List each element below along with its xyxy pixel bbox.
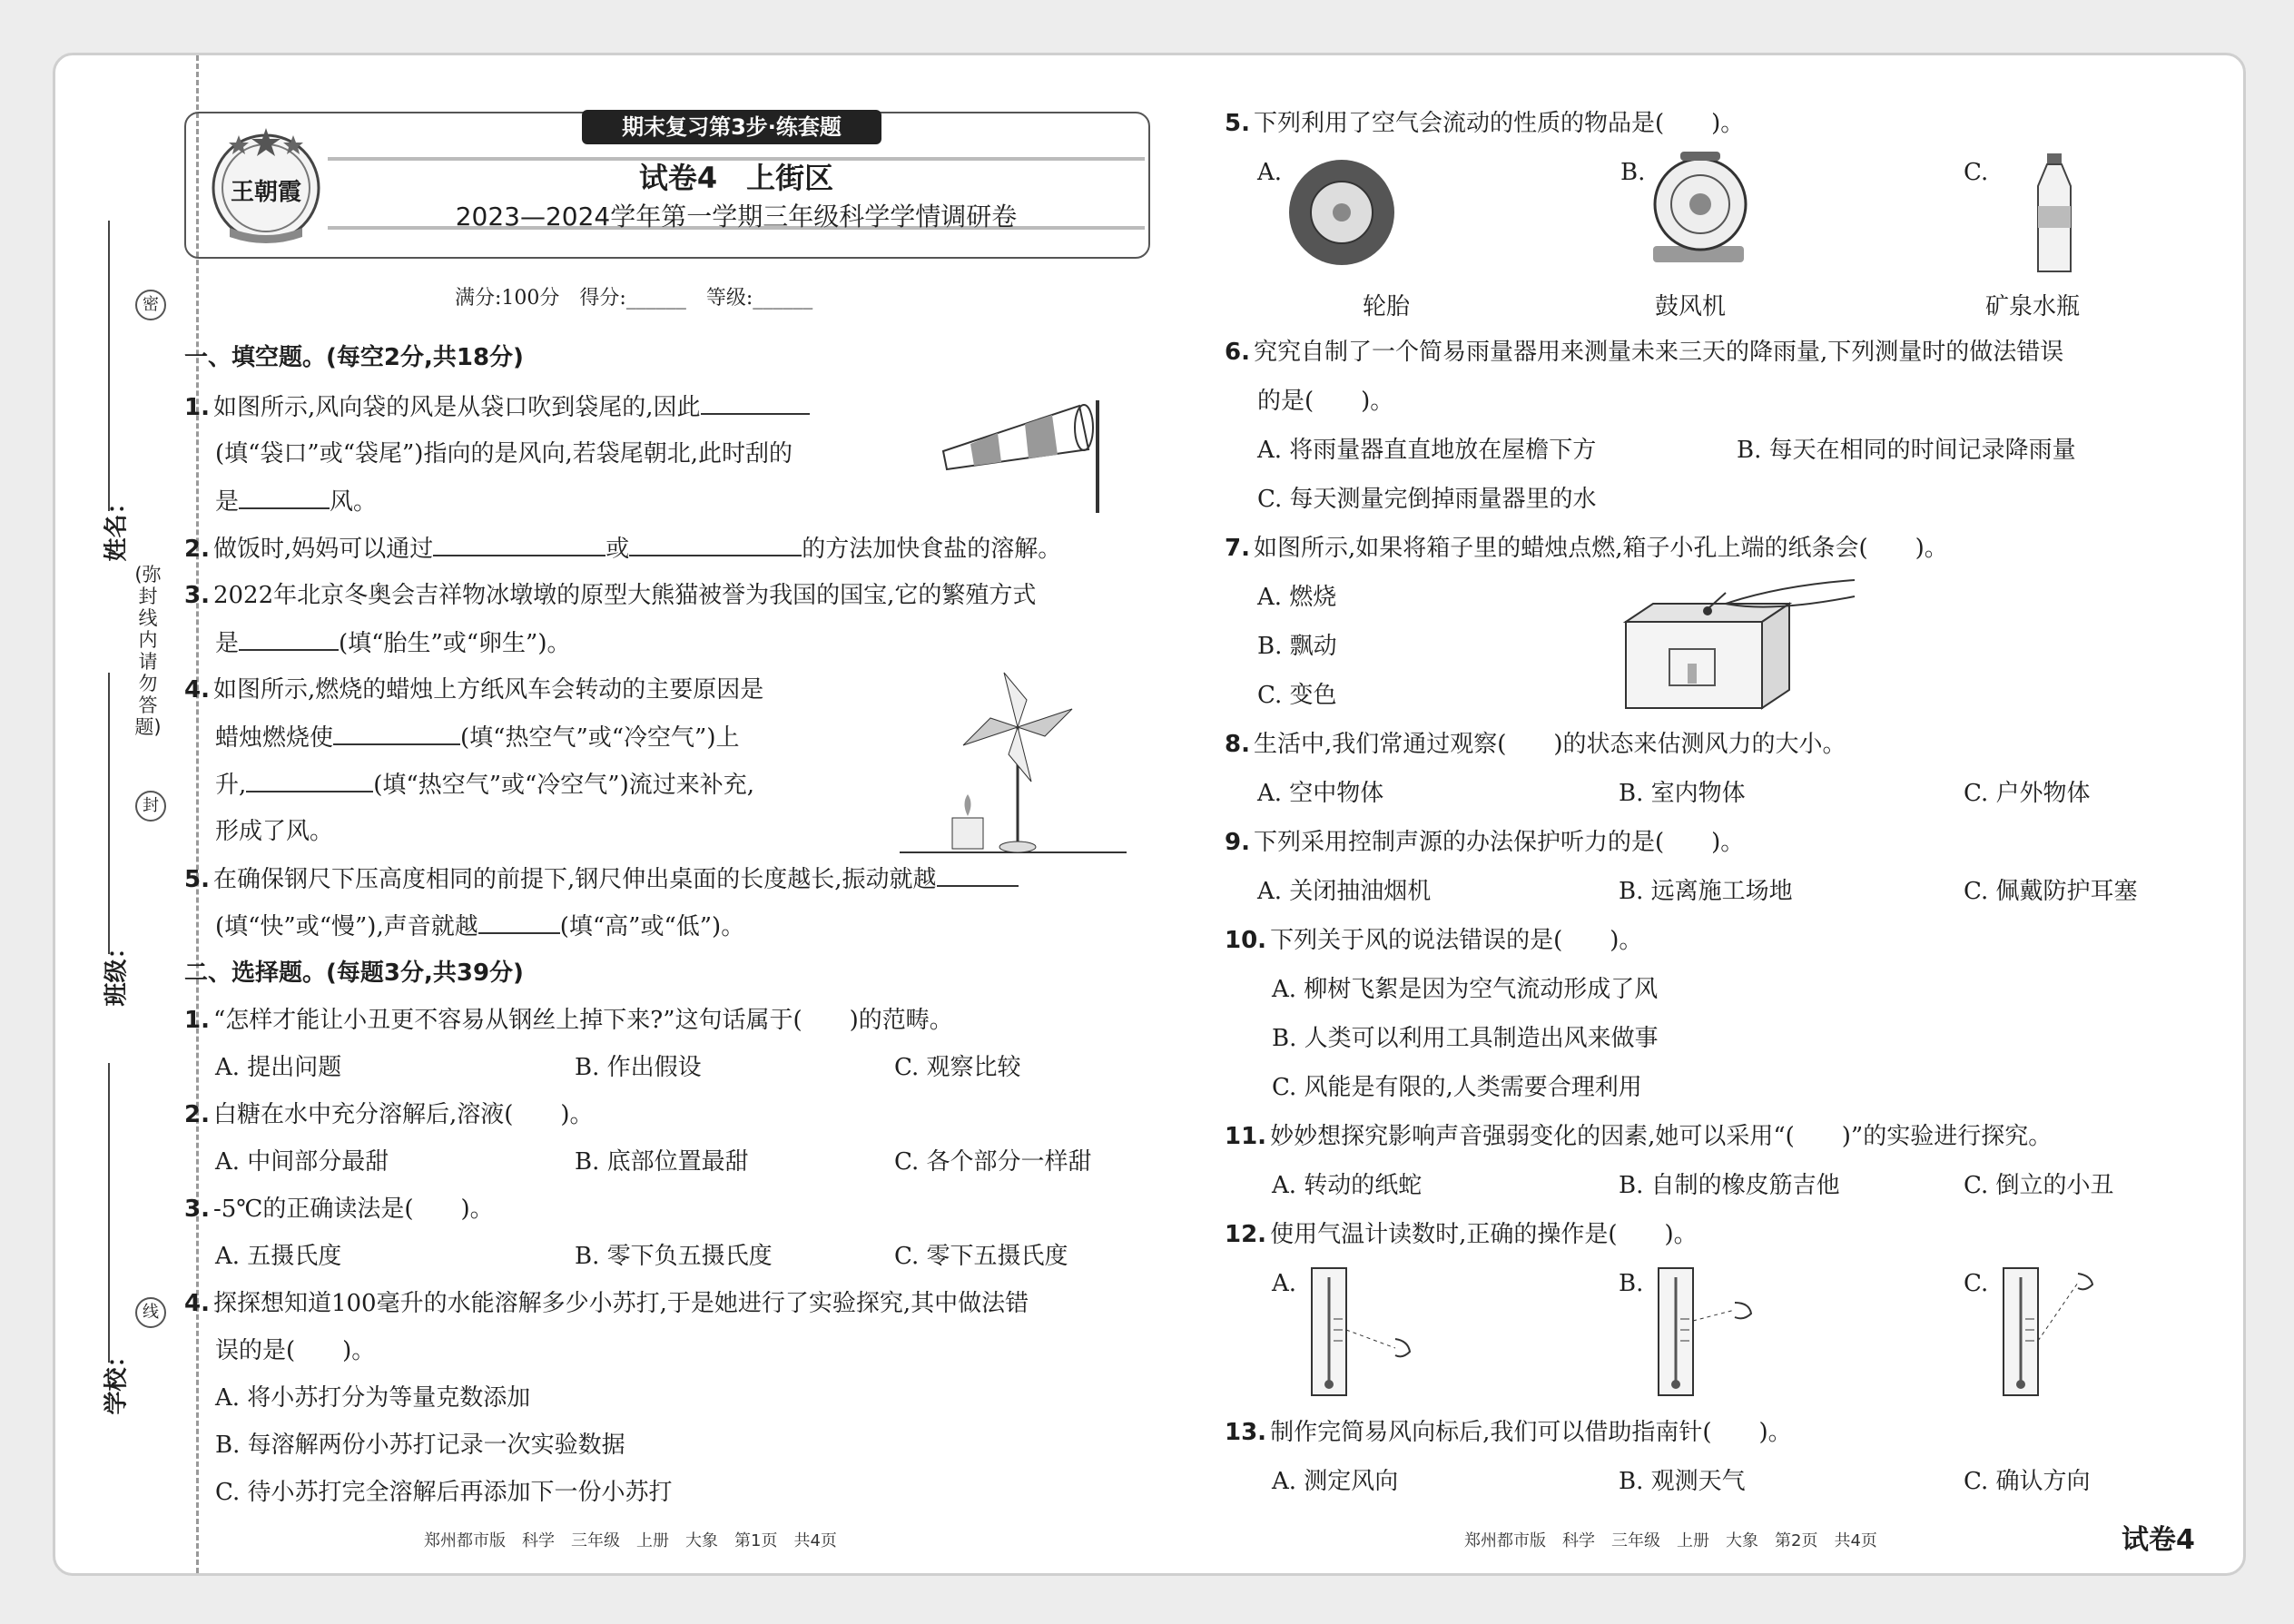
tire-icon	[1283, 153, 1401, 271]
s2-q6-line1	[1225, 337, 2063, 368]
s2-q9-number: 9.	[1225, 829, 1250, 856]
windsock-icon	[934, 379, 1134, 515]
s2-q12-number: 12.	[1225, 1221, 1267, 1248]
s2-q5	[1225, 108, 1744, 139]
s2-q7-text: 如图所示,如果将箱子里的蜡烛点燃,箱子小孔上端的纸条会( )。	[1253, 535, 1948, 562]
s1-q1-blank1[interactable]	[701, 391, 810, 415]
s2-q7-option-c[interactable]: C. 变色	[1257, 682, 1337, 709]
s2-q8-option-b[interactable]: B. 室内物体	[1619, 780, 1746, 807]
s1-q1-line1	[184, 391, 810, 423]
seal-mark-3: 线	[135, 1297, 166, 1328]
s1-q1-blank2[interactable]	[239, 486, 330, 509]
paper-tag: 试卷4	[2122, 1524, 2195, 1556]
s2-q12-option-a[interactable]: A.	[1272, 1270, 1297, 1297]
windsock-figure	[934, 379, 1134, 515]
s1-q3-text2a: 是	[215, 630, 240, 657]
s1-q4-text2a: 蜡烛燃烧使	[215, 724, 334, 752]
s2-q8-text: 生活中,我们常通过观察( )的状态来估测风力的大小。	[1253, 731, 1846, 758]
s1-q5-line1	[184, 863, 1019, 895]
s2-q6-text2: 的是( )。	[1257, 388, 1394, 415]
s2-q7-option-a[interactable]: A. 燃烧	[1257, 584, 1337, 611]
s1-q3-text2b: (填“胎生”或“卵生”)。	[339, 630, 571, 657]
s1-q4-blank2[interactable]	[246, 769, 373, 792]
s2-q1-option-c[interactable]: C. 观察比较	[894, 1054, 1021, 1081]
s2-q13	[1225, 1417, 1792, 1448]
exam-subtitle: 2023—2024学年第一学期三年级科学学情调研卷	[455, 202, 1018, 231]
s1-q3-blank[interactable]	[239, 627, 339, 651]
seal-note: (弥封线内请勿答题)	[134, 564, 162, 738]
s1-q3-number: 3.	[184, 582, 210, 609]
tire-figure	[1283, 153, 1401, 271]
s1-q4-blank1[interactable]	[333, 722, 460, 745]
s2-q5-caption-c: 矿泉水瓶	[1985, 293, 2081, 320]
thermometer-b-figure	[1648, 1265, 1766, 1401]
s2-q6-number: 6.	[1225, 339, 1250, 366]
score-line: 满分:100分 得分:______ 等级:______	[455, 287, 813, 310]
s1-q5-text2b: (填“高”或“低”)。	[559, 913, 745, 940]
s2-q3	[184, 1194, 494, 1225]
s2-q7	[1225, 533, 1948, 564]
s2-q12-text: 使用气温计读数时,正确的操作是( )。	[1270, 1221, 1698, 1248]
s2-q6-option-c[interactable]: C. 每天测量完倒掉雨量器里的水	[1257, 486, 1597, 513]
s1-q5-number: 5.	[184, 866, 210, 893]
s2-q5-option-b[interactable]: B.	[1620, 159, 1646, 186]
section2-title: 二、选择题。(每题3分,共39分)	[184, 960, 524, 987]
s2-q11-option-a[interactable]: A. 转动的纸蛇	[1272, 1172, 1423, 1199]
s2-q4-number: 4.	[184, 1290, 210, 1317]
s2-q2-option-c[interactable]: C. 各个部分一样甜	[894, 1148, 1092, 1176]
s1-q4-text3b: (填“热空气”或“冷空气”)流过来补充,	[373, 772, 754, 799]
s2-q13-option-a[interactable]: A. 测定风向	[1272, 1468, 1399, 1495]
exam-title: 试卷4 上街区	[638, 161, 834, 195]
s2-q1-option-b[interactable]: B. 作出假设	[575, 1054, 702, 1081]
s2-q7-option-b[interactable]: B. 飘动	[1257, 633, 1337, 660]
name-line	[108, 221, 110, 511]
school-label: 学校：	[103, 1343, 131, 1415]
s2-q9-option-c[interactable]: C. 佩戴防护耳塞	[1964, 878, 2138, 905]
s1-q2-text-b: 或	[605, 536, 630, 563]
s1-q2-text-c: 的方法加快食盐的溶解。	[802, 536, 1062, 563]
s2-q10-option-b[interactable]: B. 人类可以利用工具制造出风来做事	[1272, 1025, 1659, 1052]
blower-icon	[1635, 146, 1762, 273]
s2-q3-option-b[interactable]: B. 零下负五摄氏度	[575, 1243, 773, 1270]
s1-q1-number: 1.	[184, 394, 210, 421]
s1-q5-text2a: (填“快”或“慢”),声音就越	[215, 913, 478, 940]
s2-q5-option-c[interactable]: C.	[1964, 159, 1989, 186]
s2-q4-text1: 探探想知道100毫升的水能溶解多少小苏打,于是她进行了实验探究,其中做法错	[212, 1290, 1029, 1317]
s1-q3-text1: 2022年北京冬奥会吉祥物冰墩墩的原型大熊猫被誉为我国的国宝,它的繁殖方式	[212, 582, 1037, 609]
s2-q2-option-b[interactable]: B. 底部位置最甜	[575, 1148, 749, 1176]
s2-q5-caption-b: 鼓风机	[1655, 293, 1727, 320]
class-line	[108, 673, 110, 954]
s2-q7-number: 7.	[1225, 535, 1250, 562]
s2-q3-text: -5℃的正确读法是( )。	[212, 1196, 494, 1223]
s2-q10-option-a[interactable]: A. 柳树飞絮是因为空气流动形成了风	[1272, 976, 1659, 1003]
s2-q13-option-b[interactable]: B. 观测天气	[1619, 1468, 1746, 1495]
s2-q10-option-c[interactable]: C. 风能是有限的,人类需要合理利用	[1272, 1074, 1642, 1101]
s2-q8-number: 8.	[1225, 731, 1250, 758]
s1-q4-text3a: 升,	[215, 772, 247, 799]
s1-q5-line2	[215, 910, 744, 942]
s2-q10-text: 下列关于风的说法错误的是( )。	[1270, 927, 1643, 954]
s1-q4-number: 4.	[184, 676, 210, 704]
header-banner: 期末复习第3步·练套题	[582, 110, 881, 144]
thermometer-eye-level-icon	[1301, 1265, 1419, 1401]
s1-q5-text1: 在确保钢尺下压高度相同的前提下,钢尺伸出桌面的长度越长,振动就越	[212, 866, 937, 893]
class-label: 班级：	[103, 935, 131, 1007]
s1-q4-line2	[215, 722, 739, 753]
s2-q11-number: 11.	[1225, 1123, 1267, 1150]
s1-q4-line3	[215, 769, 754, 801]
bottle-figure	[2027, 150, 2082, 277]
s2-q3-option-a[interactable]: A. 五摄氏度	[215, 1243, 342, 1270]
s2-q3-option-c[interactable]: C. 零下五摄氏度	[894, 1243, 1068, 1270]
s2-q8-option-c[interactable]: C. 户外物体	[1964, 780, 2091, 807]
s2-q6-text1: 究究自制了一个简易雨量器用来测量未来三天的降雨量,下列测量时的做法错误	[1253, 339, 2064, 366]
seal-mark-1: 密	[135, 290, 166, 320]
s2-q9	[1225, 827, 1744, 858]
s1-q2-blank1[interactable]	[433, 533, 605, 556]
s2-q4-text2: 误的是( )。	[215, 1337, 376, 1364]
s2-q5-caption-a: 轮胎	[1363, 293, 1411, 320]
s2-q9-option-b[interactable]: B. 远离施工场地	[1619, 878, 1793, 905]
s2-q11	[1225, 1121, 2052, 1152]
s2-q10	[1225, 925, 1642, 956]
school-line	[108, 1063, 110, 1363]
s2-q8	[1225, 729, 1846, 760]
s2-q12-option-b[interactable]: B.	[1619, 1270, 1644, 1297]
footer-right: 郑州都市版 科学 三年级 上册 大象 第2页 共4页	[1464, 1531, 1877, 1550]
s1-q1-text2: (填“袋口”或“袋尾”)指向的是风向,若袋尾朝北,此时刮的	[215, 440, 793, 468]
s1-q2	[184, 533, 1061, 565]
s2-q1-text: “怎样才能让小丑更不容易从钢丝上掉下来?”这句话属于( )的范畴。	[212, 1007, 953, 1034]
thermometer-c-figure	[1993, 1265, 2111, 1401]
seal-mark-2: 封	[135, 791, 166, 822]
s1-q3-line2	[215, 627, 570, 659]
s2-q6-option-a[interactable]: A. 将雨量器直直地放在屋檐下方	[1257, 437, 1597, 464]
s1-q2-number: 2.	[184, 536, 210, 563]
s2-q9-text: 下列采用控制声源的办法保护听力的是( )。	[1253, 829, 1745, 856]
s2-q1-number: 1.	[184, 1007, 210, 1034]
seal-dashed-line	[196, 55, 199, 1573]
s1-q5-blank1[interactable]	[937, 863, 1019, 887]
exam-sheet	[53, 53, 2246, 1576]
s2-q1	[184, 1005, 953, 1036]
s2-q11-option-c[interactable]: C. 倒立的小丑	[1964, 1172, 2114, 1199]
s1-q5-blank2[interactable]	[478, 910, 560, 934]
s2-q3-number: 3.	[184, 1196, 210, 1223]
s2-q12	[1225, 1219, 1698, 1250]
s2-q8-option-a[interactable]: A. 空中物体	[1257, 780, 1384, 807]
water-bottle-icon	[2027, 150, 2082, 277]
s2-q6-option-b[interactable]: B. 每天在相同的时间记录降雨量	[1737, 437, 2076, 464]
s2-q5-number: 5.	[1225, 110, 1250, 137]
candle-box-icon	[1617, 576, 1862, 713]
s2-q2	[184, 1099, 594, 1130]
s1-q1-text3a: 是	[215, 488, 240, 516]
publisher-logo	[202, 121, 330, 248]
s2-q2-option-a[interactable]: A. 中间部分最甜	[215, 1148, 389, 1176]
s2-q5-option-a[interactable]: A.	[1257, 159, 1283, 186]
s1-q4-text2b: (填“热空气”或“冷空气”)上	[460, 724, 740, 752]
s2-q11-option-b[interactable]: B. 自制的橡皮筋吉他	[1619, 1172, 1840, 1199]
s2-q13-number: 13.	[1225, 1419, 1267, 1446]
pinwheel-figure	[900, 664, 1127, 863]
section1-title: 一、填空题。(每空2分,共18分)	[184, 344, 524, 371]
s1-q2-text-a: 做饭时,妈妈可以通过	[212, 536, 434, 563]
s2-q11-text: 妙妙想探究影响声音强弱变化的因素,她可以采用“( )”的实验进行探究。	[1270, 1123, 2053, 1150]
s2-q2-text: 白糖在水中充分溶解后,溶液( )。	[212, 1101, 594, 1128]
s1-q3-line1	[184, 580, 1036, 611]
s2-q13-option-c[interactable]: C. 确认方向	[1964, 1468, 2091, 1495]
s1-q1-text1: 如图所示,风向袋的风是从袋口吹到袋尾的,因此	[212, 394, 701, 421]
s1-q4-line1	[184, 674, 763, 705]
thermometer-look-down-icon	[1648, 1265, 1766, 1401]
pinwheel-candle-icon	[900, 664, 1127, 863]
s2-q4-option-c[interactable]: C. 待小苏打完全溶解后再添加下一份小苏打	[215, 1479, 673, 1506]
s2-q1-option-a[interactable]: A. 提出问题	[215, 1054, 342, 1081]
s1-q1-text3b: 风。	[330, 488, 378, 516]
s2-q12-option-c[interactable]: C.	[1964, 1270, 1989, 1297]
s2-q2-number: 2.	[184, 1101, 210, 1128]
s2-q4-option-b[interactable]: B. 每溶解两份小苏打记录一次实验数据	[215, 1432, 625, 1459]
s2-q5-text: 下列利用了空气会流动的性质的物品是( )。	[1253, 110, 1745, 137]
name-label: 姓名：	[103, 490, 131, 562]
s2-q4-line1	[184, 1288, 1029, 1319]
s2-q9-option-a[interactable]: A. 关闭抽油烟机	[1257, 878, 1432, 905]
s2-q10-number: 10.	[1225, 927, 1267, 954]
s2-q4-option-a[interactable]: A. 将小苏打分为等量克数添加	[215, 1384, 531, 1412]
blower-figure	[1635, 146, 1762, 273]
s1-q1-line3	[215, 486, 377, 517]
thermometer-look-up-icon	[1993, 1265, 2111, 1401]
s1-q4-text4: 形成了风。	[215, 818, 334, 845]
thermometer-a-figure	[1301, 1265, 1419, 1401]
s1-q4-text1: 如图所示,燃烧的蜡烛上方纸风车会转动的主要原因是	[212, 676, 764, 704]
footer-left: 郑州都市版 科学 三年级 上册 大象 第1页 共4页	[424, 1531, 837, 1550]
s1-q2-blank2[interactable]	[629, 533, 802, 556]
s2-q13-text: 制作完简易风向标后,我们可以借助指南针( )。	[1270, 1419, 1792, 1446]
logo-text: 王朝霞	[230, 179, 301, 206]
candle-box-figure	[1617, 576, 1862, 713]
